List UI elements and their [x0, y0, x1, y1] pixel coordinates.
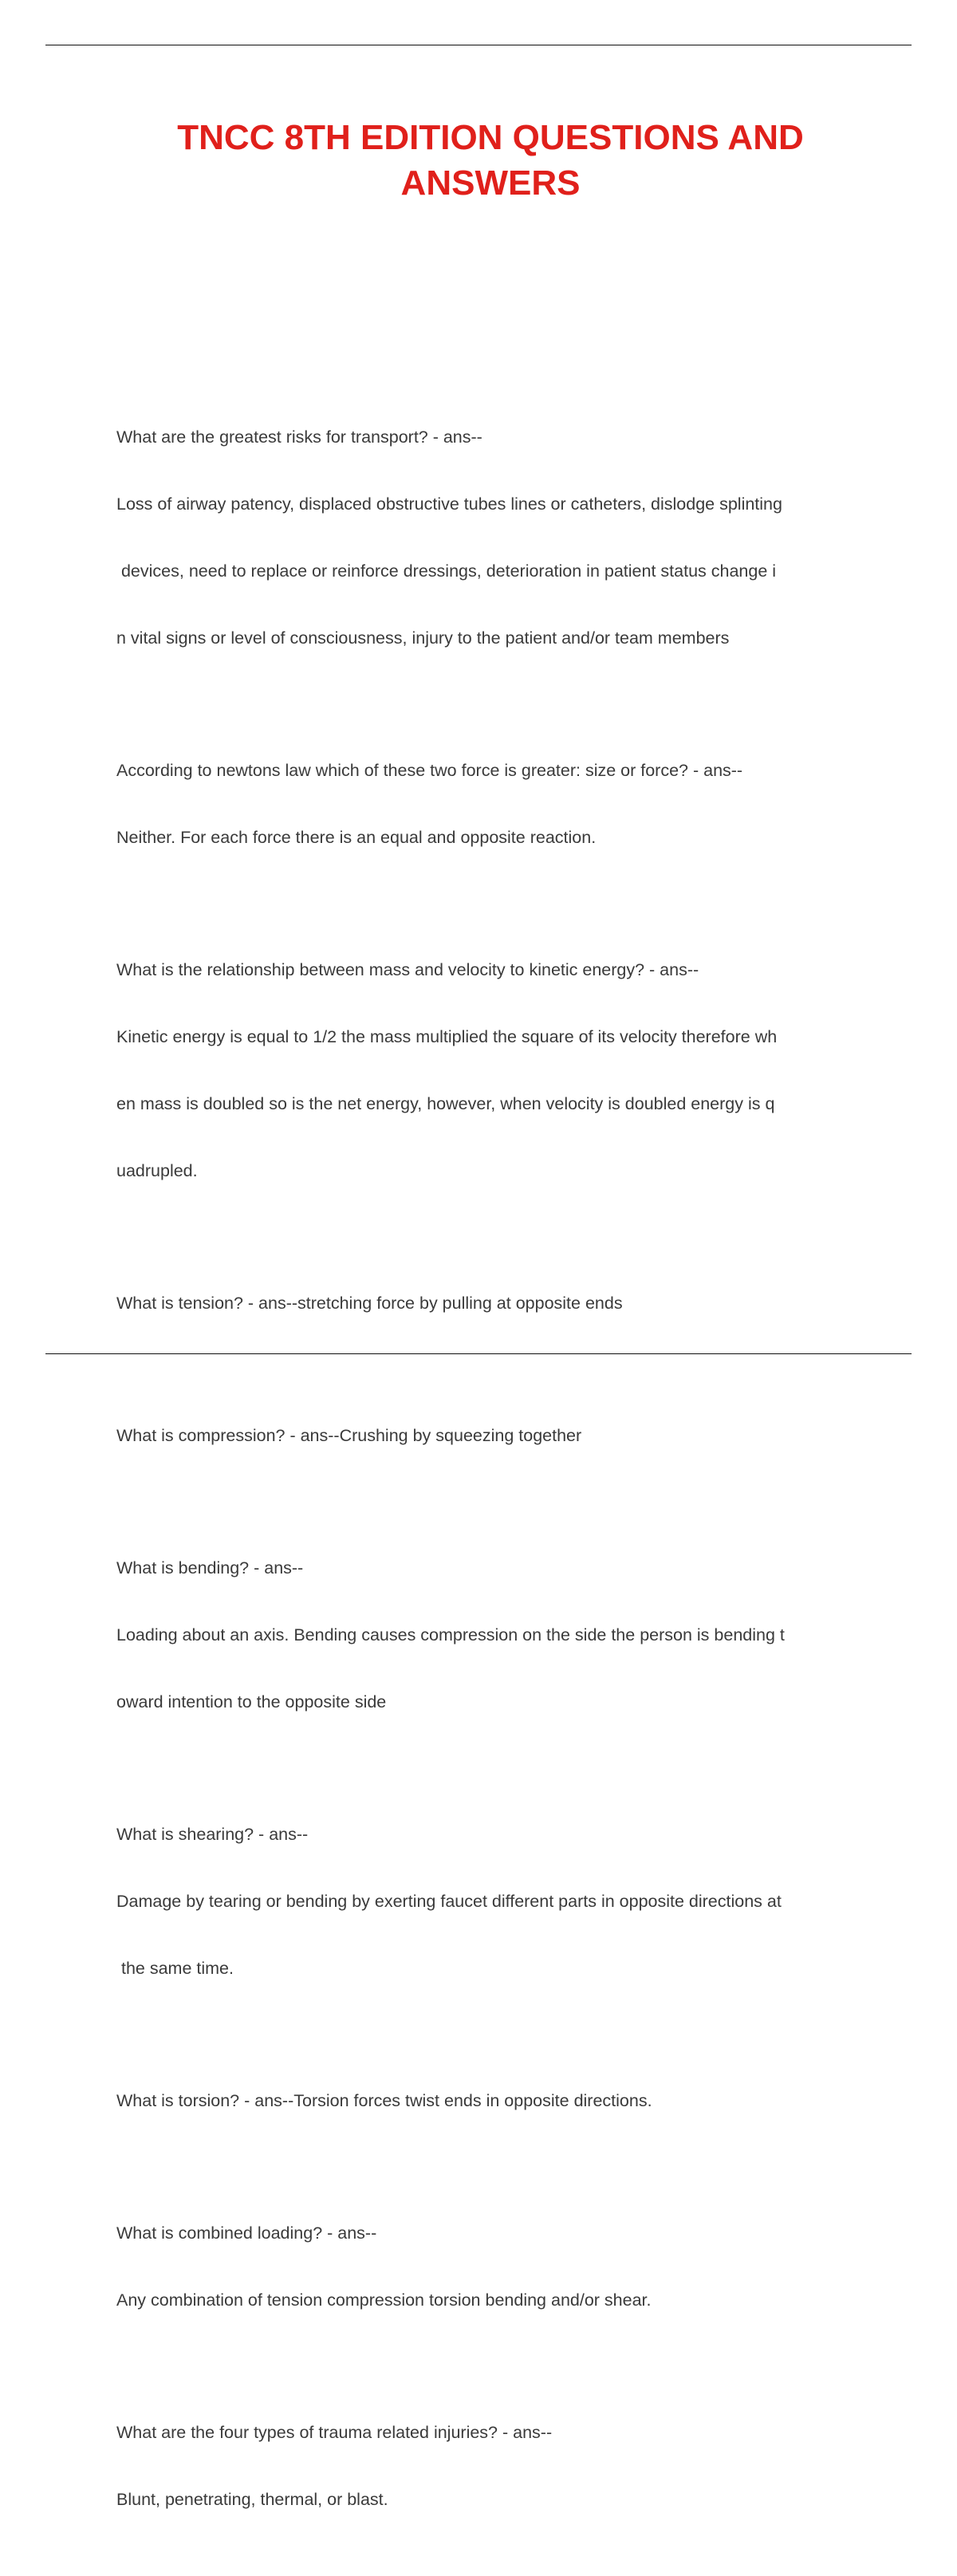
qa-line: What are the greatest risks for transport? - ans--	[116, 427, 482, 447]
qa-item	[116, 1247, 874, 1359]
qa-item	[116, 1778, 874, 2024]
qa-item	[116, 381, 874, 694]
qa-line: What is bending? - ans--	[116, 1558, 304, 1578]
qa-line: n vital signs or level of consciousness, injury to the patient and/or team members	[116, 628, 730, 648]
qa-line: What is compression? - ans--Crushing by squeezing together	[116, 1426, 582, 1445]
qa-item	[116, 914, 874, 1227]
qa-line: uadrupled.	[116, 1161, 198, 1180]
qa-item	[116, 2045, 874, 2157]
qa-item	[116, 2177, 874, 2356]
qa-line: Any combination of tension compression torsion bending and/or shear.	[116, 2290, 652, 2310]
qa-line: What is tension? - ans--stretching force by pulling at opposite ends	[116, 1294, 623, 1313]
qa-line: According to newtons law which of these two force is greater: size or force? - ans--	[116, 761, 743, 780]
qa-list	[116, 381, 874, 2576]
qa-item	[116, 715, 874, 893]
qa-line: en mass is doubled so is the net energy, however, when velocity is doubled energy is q	[116, 1094, 775, 1113]
qa-line: devices, need to replace or reinforce dressings, deterioration in patient status change i	[116, 561, 777, 581]
title-line: ANSWERS	[400, 163, 581, 203]
qa-line: What is the relationship between mass and velocity to kinetic energy? - ans--	[116, 960, 699, 979]
qa-line: What is combined loading? - ans--	[116, 2223, 377, 2243]
qa-line: the same time.	[116, 1959, 234, 1978]
qa-line: What is torsion? - ans--Torsion forces twist ends in opposite directions.	[116, 2091, 652, 2110]
document-title	[96, 115, 885, 206]
qa-item	[116, 1380, 874, 1491]
qa-line: Loading about an axis. Bending causes compression on the side the person is bending t	[116, 1625, 785, 1644]
qa-item	[116, 2377, 874, 2555]
qa-line: What is shearing? - ans--	[116, 1825, 309, 1844]
qa-line: Blunt, penetrating, thermal, or blast.	[116, 2490, 388, 2509]
qa-line: Kinetic energy is equal to 1/2 the mass multiplied the square of its velocity therefore wh	[116, 1027, 778, 1046]
qa-item	[116, 1512, 874, 1758]
qa-line: What are the four types of trauma related injuries? - ans--	[116, 2423, 553, 2442]
qa-line: oward intention to the opposite side	[116, 1692, 387, 1711]
qa-line: Loss of airway patency, displaced obstructive tubes lines or catheters, dislodge splinting	[116, 494, 782, 514]
qa-line: Damage by tearing or bending by exerting faucet different parts in opposite directions at	[116, 1892, 782, 1911]
bottom-rule	[45, 1353, 912, 1354]
title-line: TNCC 8TH EDITION QUESTIONS AND	[177, 118, 804, 157]
qa-line: Neither. For each force there is an equal and opposite reaction.	[116, 828, 597, 847]
